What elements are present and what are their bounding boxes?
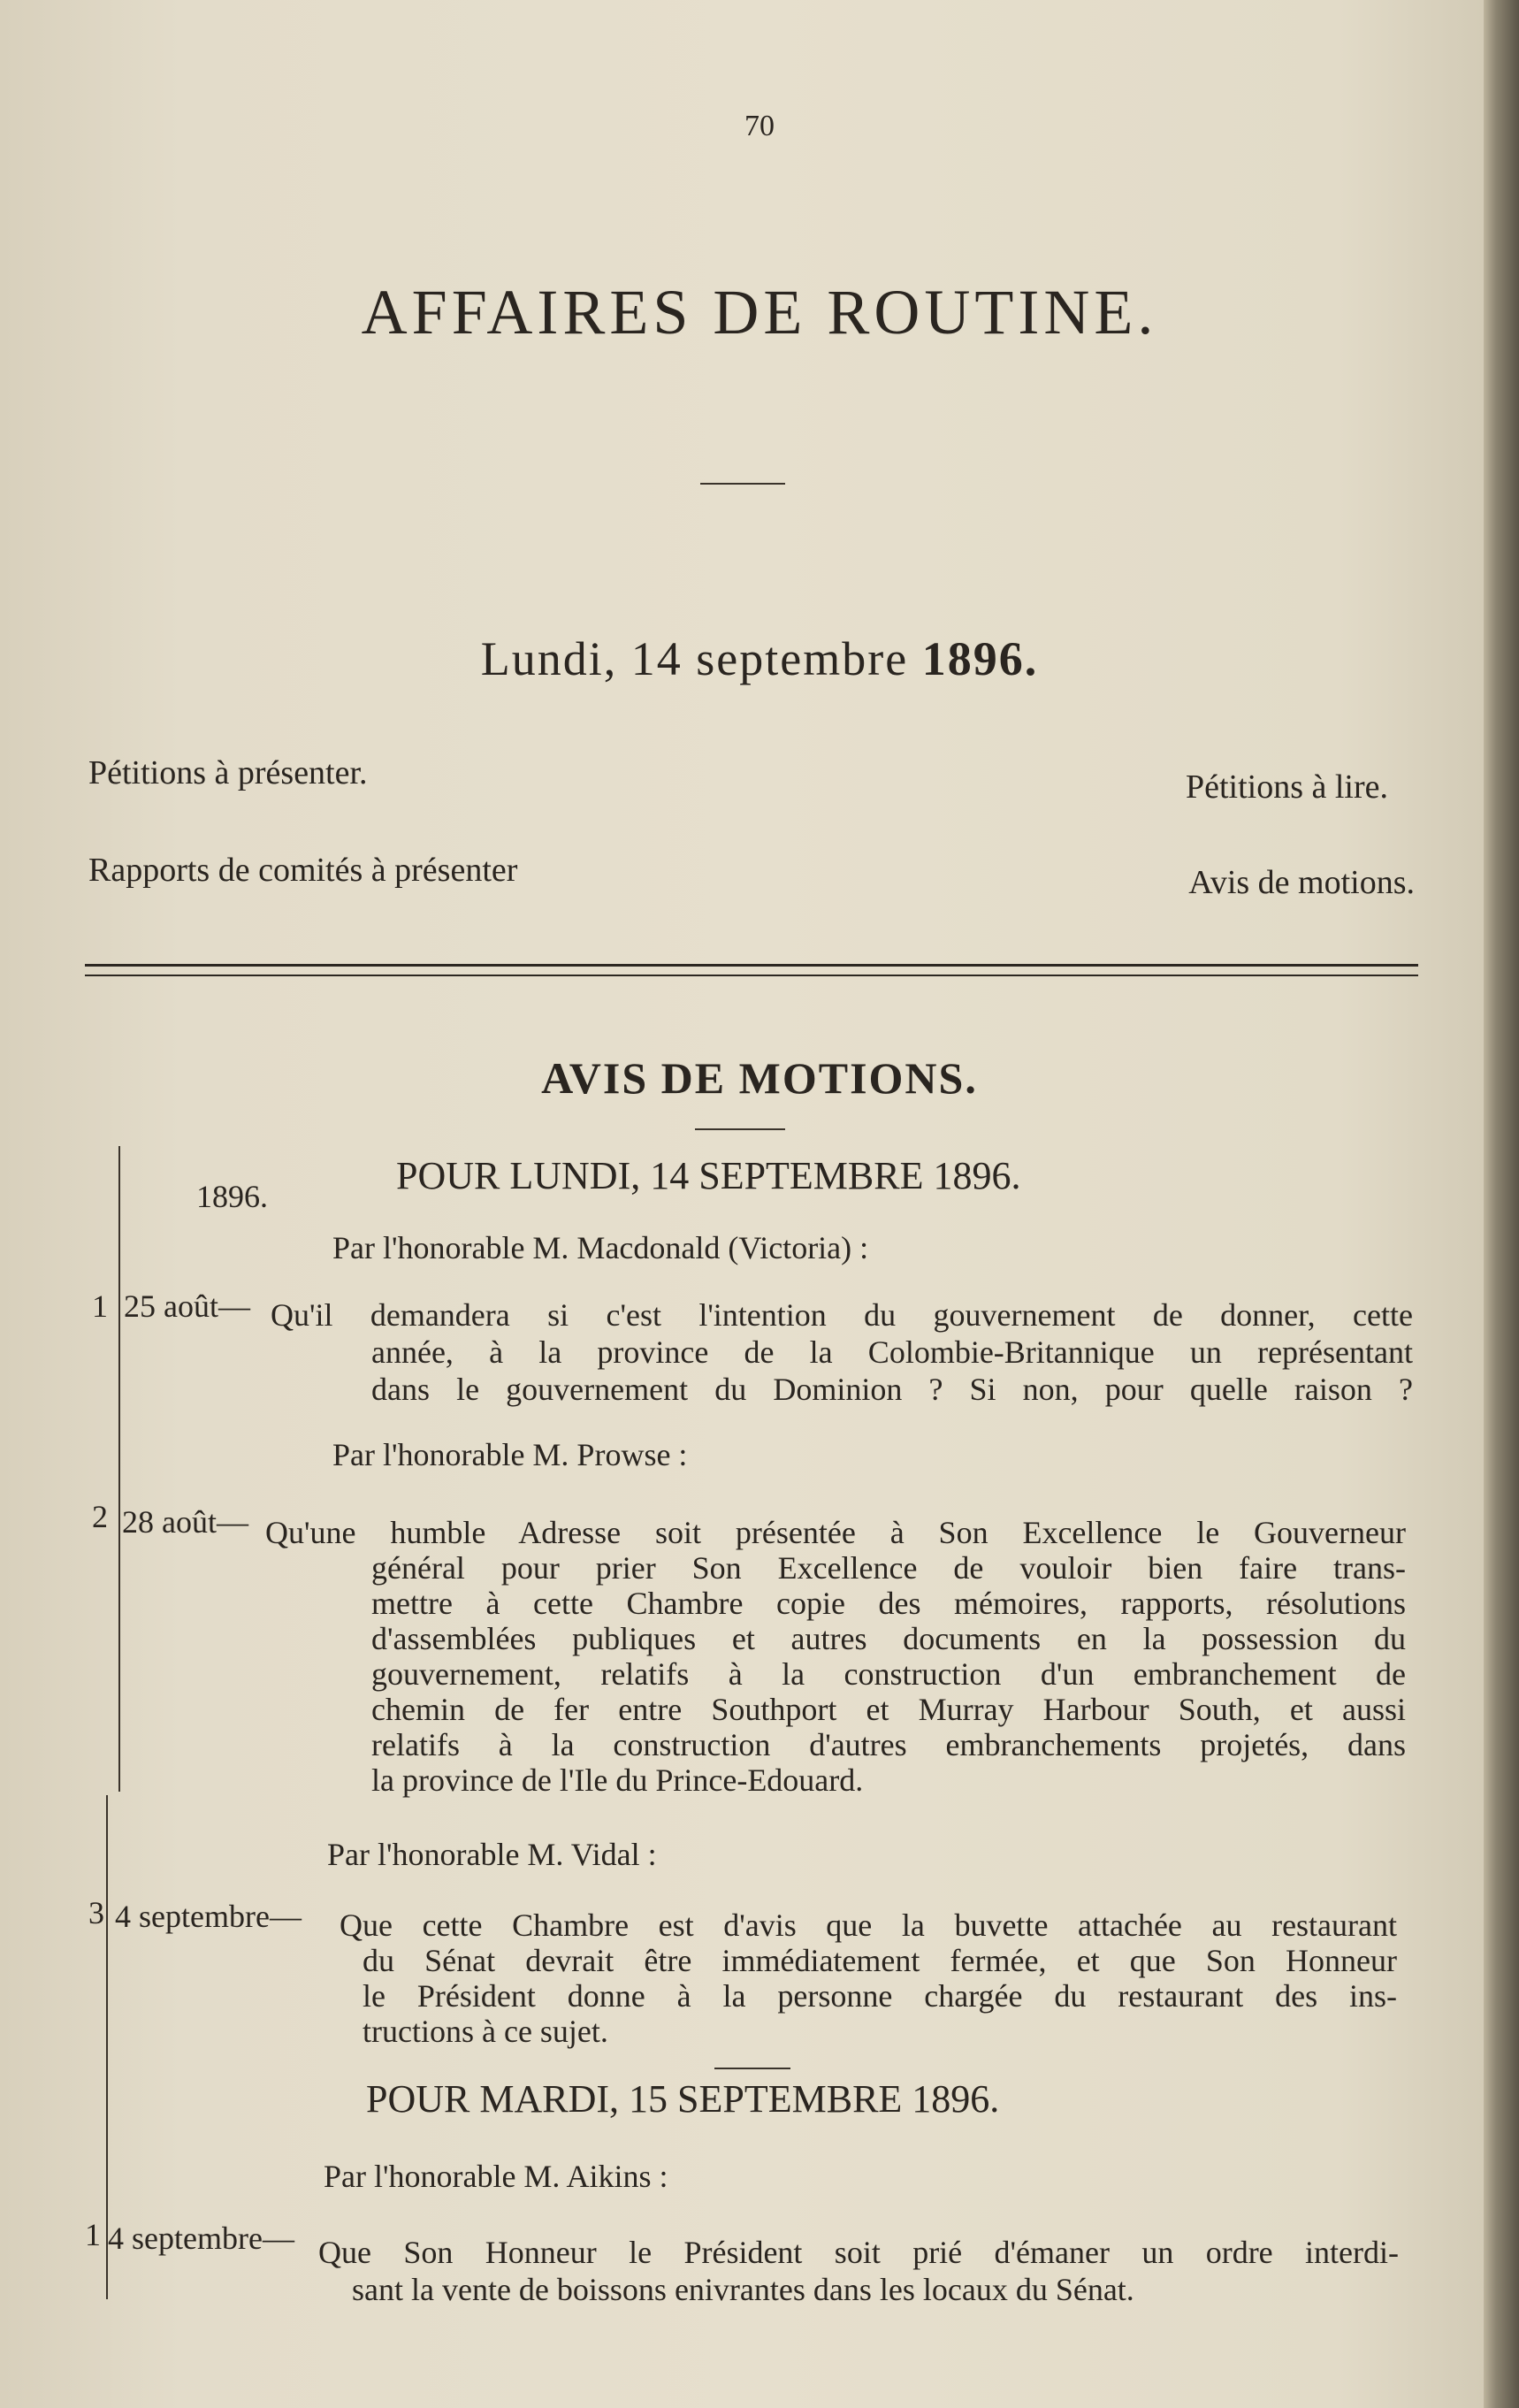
date-heading-year: 1896. xyxy=(921,632,1039,685)
section-divider xyxy=(85,964,1418,976)
title-divider xyxy=(700,483,785,485)
motion-3-line-4: tructions à ce sujet. xyxy=(363,2014,608,2049)
motion-number-tuesday-1: 1 xyxy=(85,2217,101,2252)
motion-tuesday-1-line-2: sant la vente de boissons enivrantes dans les locaux du Sénat. xyxy=(352,2272,1134,2307)
motion-2-line-6: chemin de fer entre Southport et Murray Harbour South, et aussi xyxy=(371,1692,1406,1727)
day-heading-tuesday: POUR MARDI, 15 SEPTEMBRE 1896. xyxy=(366,2077,1000,2121)
motion-tuesday-1-line-1: Que Son Honneur le Président soit prié d'émaner un ordre interdi- xyxy=(318,2235,1399,2270)
motion-2-line-1: Qu'une humble Adresse soit présentée à Son Excellence le Gouverneur xyxy=(265,1515,1406,1550)
routine-item-notices: Avis de motions. xyxy=(1188,864,1415,901)
mover-vidal: Par l'honorable M. Vidal : xyxy=(327,1837,657,1872)
motion-2-line-3: mettre à cette Chambre copie des mémoires, rapports, résolutions xyxy=(371,1586,1406,1621)
motion-1-line-3: dans le gouvernement du Dominion ? Si non, pour quelle raison ? xyxy=(371,1372,1413,1407)
motion-number-3: 3 xyxy=(88,1895,104,1930)
motion-date-2: 28 août— xyxy=(122,1504,248,1540)
routine-item-committee-reports: Rapports de comités à présenter xyxy=(88,852,518,889)
motion-2-line-8: la province de l'Ile du Prince-Edouard. xyxy=(371,1762,864,1798)
motion-1-line-1: Qu'il demandera si c'est l'intention du gouvernement de donner, cette xyxy=(271,1297,1413,1333)
motion-2-line-5: gouvernement, relatifs à la construction d'un embranchement de xyxy=(371,1656,1406,1692)
page-title: AFFAIRES DE ROUTINE. xyxy=(361,277,1158,348)
motion-3-line-3: le Président donne à la personne chargée du restaurant des ins- xyxy=(363,1978,1397,2014)
page-number: 70 xyxy=(744,110,775,142)
motion-3-line-1: Que cette Chambre est d'avis que la buvette attachée au restaurant xyxy=(340,1907,1397,1943)
motion-2-line-2: général pour prier Son Excellence de vouloir bien faire trans- xyxy=(371,1550,1406,1586)
motion-number-1: 1 xyxy=(92,1288,108,1324)
motion-date-tuesday-1: 4 septembre— xyxy=(108,2221,294,2256)
routine-item-petitions-read: Pétitions à lire. xyxy=(1185,768,1388,806)
routine-item-petitions-present: Pétitions à présenter. xyxy=(88,754,368,791)
margin-rule-upper xyxy=(118,1146,120,1792)
year-label: 1896. xyxy=(196,1179,268,1214)
date-heading xyxy=(0,631,1519,686)
motion-date-3: 4 septembre— xyxy=(115,1899,302,1934)
mover-macdonald: Par l'honorable M. Macdonald (Victoria) : xyxy=(332,1230,869,1265)
date-heading-text: Lundi, 14 septembre xyxy=(480,632,909,685)
mover-aikins: Par l'honorable M. Aikins : xyxy=(324,2159,668,2194)
section-title: AVIS DE MOTIONS. xyxy=(541,1053,978,1103)
motion-1-line-2: année, à la province de la Colombie-Britannique un représentant xyxy=(371,1334,1413,1370)
section-title-underline xyxy=(695,1128,785,1130)
day-divider xyxy=(714,2068,790,2069)
motion-3-line-2: du Sénat devrait être immédiatement fermée, et que Son Honneur xyxy=(363,1943,1397,1978)
motion-2-line-7: relatifs à la construction d'autres embranchements projetés, dans xyxy=(371,1727,1406,1762)
motion-date-1: 25 août— xyxy=(124,1288,250,1324)
day-heading-monday: POUR LUNDI, 14 SEPTEMBRE 1896. xyxy=(396,1154,1021,1197)
book-spine-shadow xyxy=(1484,0,1519,2408)
motion-number-2: 2 xyxy=(92,1499,108,1534)
mover-prowse: Par l'honorable M. Prowse : xyxy=(332,1437,688,1472)
motion-2-line-4: d'assemblées publiques et autres documents en la possession du xyxy=(371,1621,1406,1656)
